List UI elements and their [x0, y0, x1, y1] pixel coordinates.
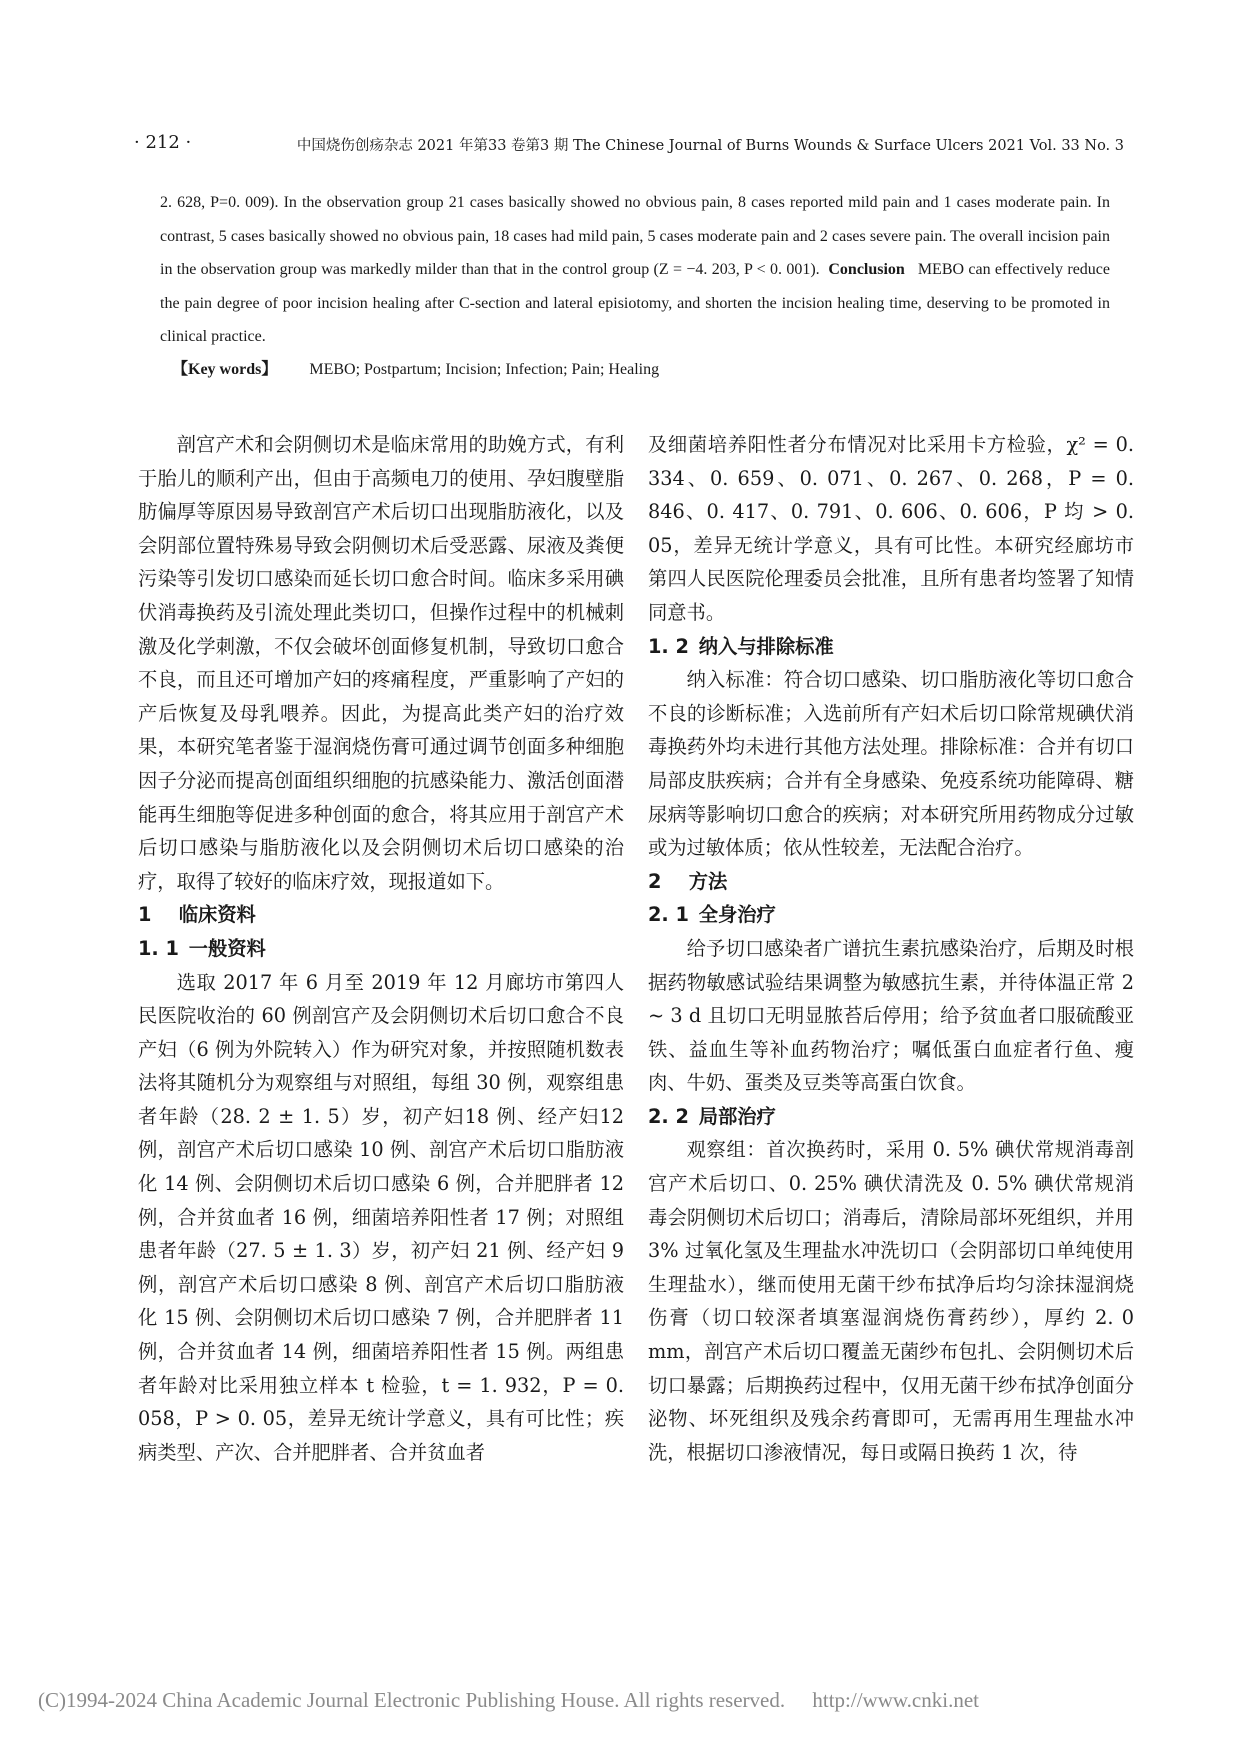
section-heading-2	[648, 865, 1134, 899]
running-head: 中国烧伤创疡杂志 2021 年第33 卷第3 期 The Chinese Journal of Burns Wounds & Surface Ulcers 2021 Vol. 33 No. 3	[296, 138, 1124, 154]
subsection-number: 2. 2	[648, 1104, 689, 1128]
section-title: 方法	[688, 869, 728, 893]
criteria-paragraph: 纳入标准：符合切口感染、切口脂肪液化等切口愈合不良的诊断标准；入选前所有产妇术后切口除常规碘伏消毒换药外均未进行其他方法处理。排除标准：合并有切口局部皮肤疾病；合并有全身感染、免疫系统功能障碍、糖尿病等影响切口愈合的疾病；对本研究所用药物成分过敏或为过敏体质；依从性较差，无法配合治疗。	[648, 668, 1134, 860]
section-number: 1	[138, 903, 152, 927]
subsection-title: 一般资料	[188, 936, 266, 960]
general-data-paragraph: 选取 2017 年 6 月至 2019 年 12 月廊坊市第四人民医院收治的 60 例剖宫产及会阴侧切术后切口愈合不良产妇（6 例为外院转入）作为研究对象，并按照随机数表法将其随机分为观察组与对照组，每组 30 例，观察组患者年龄（28. 2 ± 1. 5）岁，初产妇18 例、经产妇12 例，剖宫产术后切口感染 10 例、剖宫产术后切口脂肪液化 14 例、会阴侧切术后切口感染 6 例，合并肥胖者 12 例，合并贫血者 16 例，细菌培养阳性者 17 例；对照组患者年龄（27. 5 ± 1. 3）岁，初产妇 21 例、经产妇 9 例，剖宫产术后切口感染 8 例、剖宫产术后切口脂肪液化 15 例、会阴侧切术后切口感染 7 例，合并肥胖者 11 例，合并贫血者 14 例，细菌培养阳性者 15 例。两组患者年龄对比采用独立样本 t 检验，t = 1. 932，P = 0. 058，P > 0. 05，差异无统计学意义，具有可比性；疾病类型、产次、合并肥胖者、合并贫血者	[138, 970, 624, 1464]
subsection-number: 1. 2	[648, 634, 689, 658]
keywords-text: MEBO; Postpartum; Incision; Infection; Pain; Healing	[309, 361, 660, 378]
keywords-line	[172, 356, 1112, 379]
copyright-text: (C)1994-2024 China Academic Journal Electronic Publishing House. All rights reserved.	[38, 1688, 786, 1712]
page-number: · 212 ·	[134, 132, 192, 153]
subsection-title: 局部治疗	[698, 1104, 776, 1128]
intro-paragraph: 剖宫产术和会阴侧切术是临床常用的助娩方式，有利于胎儿的顺利产出，但由于高频电刀的使用、孕妇腹壁脂肪偏厚等原因易导致剖宫产术后切口出现脂肪液化，以及会阴部位置特殊易导致会阴侧切术后受恶露、尿液及粪便污染等引发切口感染而延长切口愈合时间。临床多采用碘伏消毒换药及引流处理此类切口，但操作过程中的机械刺激及化学刺激，不仅会破坏创面修复机制，导致切口愈合不良，而且还可增加产妇的疼痛程度，严重影响了产妇的产后恢复及母乳喂养。因此，为提高此类产妇的治疗效果，本研究笔者鉴于湿润烧伤膏可通过调节创面多种细胞因子分泌而提高创面组织细胞的抗感染能力、激活创面潜能再生细胞等促进多种创面的愈合，将其应用于剖宫产术后切口感染与脂肪液化以及会阴侧切术后切口感染的治疗，取得了较好的临床疗效，现报道如下。	[138, 433, 624, 893]
keywords-label: 【Key words】	[172, 361, 278, 378]
subsection-heading-1-2	[648, 630, 1134, 664]
section-title: 临床资料	[178, 903, 256, 927]
page-header	[134, 132, 1124, 156]
systemic-treatment-paragraph: 给予切口感染者广谱抗生素抗感染治疗，后期及时根据药物敏感试验结果调整为敏感抗生素，并待体温正常 2 ~ 3 d 且切口无明显脓苔后停用；给予贫血者口服硫酸亚铁、益血生等补血药物治疗；嘱低蛋白血症者行鱼、瘦肉、牛奶、蛋类及豆类等高蛋白饮食。	[648, 936, 1134, 1095]
abstract-conclusion-text: MEBO can effectively reduce the pain degree of poor incision healing after C-section and lateral episiotomy, and shorten the incision healing time, deserving to be promoted in clinical practice.	[160, 261, 1110, 345]
section-heading-1	[138, 898, 624, 932]
subsection-title: 纳入与排除标准	[698, 634, 834, 658]
right-column	[648, 428, 1134, 1469]
subsection-number: 2. 1	[648, 903, 689, 927]
subsection-number: 1. 1	[138, 936, 179, 960]
copyright-footer	[38, 1688, 1218, 1713]
left-column	[138, 428, 624, 1469]
continuation-paragraph: 及细菌培养阳性者分布情况对比采用卡方检验，χ² = 0. 334、0. 659、0. 071、0. 267、0. 268，P = 0. 846、0. 417、0. 791、0. 606、0. 606，P 均 > 0. 05，差异无统计学意义，具有可比性。本研究经廊坊市第四人民医院伦理委员会批准，且所有患者均签署了知情同意书。	[648, 433, 1134, 624]
subsection-heading-1-1	[138, 932, 624, 966]
subsection-heading-2-1	[648, 898, 1134, 932]
conclusion-label: Conclusion	[828, 261, 905, 278]
footer-url: http://www.cnki.net	[812, 1688, 979, 1712]
section-number: 2	[648, 869, 662, 893]
abstract-continuation	[160, 186, 1110, 354]
abstract-results-text: 2. 628, P=0. 009). In the observation group 21 cases basically showed no obvious pain, 8 cases reported mild pain and 1 cases moderate pain. In contrast, 5 cases basically showed no obvious pain, 18 cases had mild pain, 5 cases moderate pain and 2 cases severe pain. The overall incision pain in the observation group was markedly milder than that in the control group (Z = −4. 203, P < 0. 001).	[160, 194, 1110, 278]
subsection-heading-2-2	[648, 1100, 1134, 1134]
local-treatment-paragraph: 观察组：首次换药时，采用 0. 5% 碘伏常规消毒剖宫产术后切口、0. 25% 碘伏清洗及 0. 5% 碘伏常规消毒会阴侧切术后切口；消毒后，清除局部坏死组织，并用 3% 过氧化氢及生理盐水冲洗切口（会阴部切口单纯使用生理盐水），继而使用无菌干纱布拭净后均匀涂抹湿润烧伤膏（切口较深者填塞湿润烧伤膏药纱），厚约 2. 0 mm，剖宫产术后切口覆盖无菌纱布包扎、会阴侧切术后切口暴露；后期换药过程中，仅用无菌干纱布拭净创面分泌物、坏死组织及残余药膏即可，无需再用生理盐水冲洗，根据切口渗液情况，每日或隔日换药 1 次，待	[648, 1138, 1134, 1464]
subsection-title: 全身治疗	[698, 903, 776, 927]
